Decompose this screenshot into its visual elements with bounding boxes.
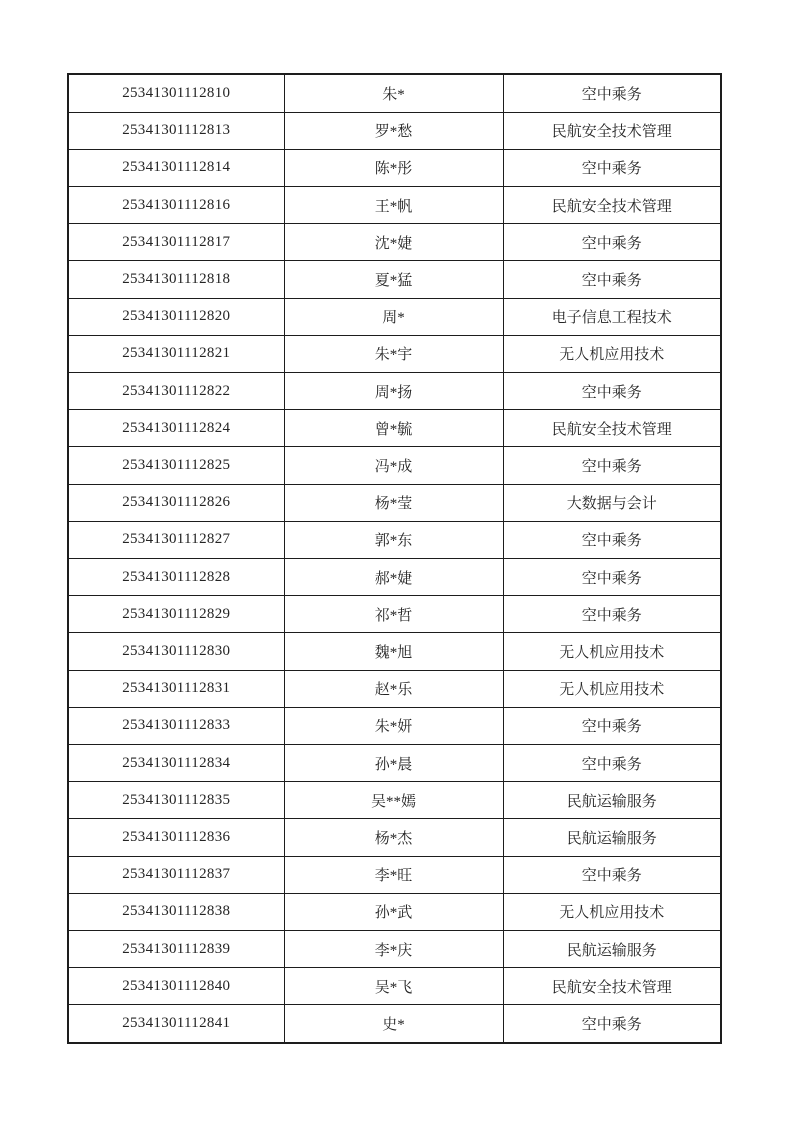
table-row — [68, 596, 721, 633]
exam-number-cell: 25341301112818 — [68, 261, 284, 298]
table-row — [68, 410, 721, 447]
name-cell: 陈*彤 — [284, 149, 503, 186]
name-cell: 周*扬 — [284, 372, 503, 409]
major-cell: 空中乘务 — [503, 261, 721, 298]
major-cell: 空中乘务 — [503, 745, 721, 782]
exam-number-cell: 25341301112817 — [68, 224, 284, 261]
name-cell: 朱*宇 — [284, 335, 503, 372]
name-cell: 杨*莹 — [284, 484, 503, 521]
table-row — [68, 893, 721, 930]
name-cell: 孙*晨 — [284, 745, 503, 782]
major-cell: 民航运输服务 — [503, 819, 721, 856]
name-cell: 郭*东 — [284, 521, 503, 558]
table-row — [68, 112, 721, 149]
name-cell: 吴*飞 — [284, 968, 503, 1005]
exam-number-cell: 25341301112836 — [68, 819, 284, 856]
table-row — [68, 856, 721, 893]
name-cell: 朱* — [284, 74, 503, 112]
name-cell: 李*庆 — [284, 931, 503, 968]
exam-number-cell: 25341301112840 — [68, 968, 284, 1005]
major-cell: 空中乘务 — [503, 224, 721, 261]
major-cell: 空中乘务 — [503, 74, 721, 112]
exam-number-cell: 25341301112841 — [68, 1005, 284, 1043]
table-row — [68, 968, 721, 1005]
name-cell: 李*旺 — [284, 856, 503, 893]
exam-number-cell: 25341301112835 — [68, 782, 284, 819]
exam-number-cell: 25341301112813 — [68, 112, 284, 149]
table-row — [68, 335, 721, 372]
major-cell: 民航运输服务 — [503, 931, 721, 968]
table-row — [68, 372, 721, 409]
major-cell: 空中乘务 — [503, 372, 721, 409]
major-cell: 民航安全技术管理 — [503, 186, 721, 223]
exam-number-cell: 25341301112834 — [68, 745, 284, 782]
table-row — [68, 558, 721, 595]
exam-number-cell: 25341301112810 — [68, 74, 284, 112]
name-cell: 史* — [284, 1005, 503, 1043]
major-cell: 空中乘务 — [503, 1005, 721, 1043]
table-row — [68, 819, 721, 856]
major-cell: 民航运输服务 — [503, 782, 721, 819]
major-cell: 空中乘务 — [503, 447, 721, 484]
table-row — [68, 298, 721, 335]
exam-number-cell: 25341301112838 — [68, 893, 284, 930]
exam-number-cell: 25341301112837 — [68, 856, 284, 893]
exam-number-cell: 25341301112821 — [68, 335, 284, 372]
major-cell: 大数据与会计 — [503, 484, 721, 521]
table-row — [68, 1005, 721, 1043]
table-row — [68, 521, 721, 558]
table-row — [68, 931, 721, 968]
exam-number-cell: 25341301112822 — [68, 372, 284, 409]
table-row — [68, 74, 721, 112]
major-cell: 民航安全技术管理 — [503, 410, 721, 447]
major-cell: 民航安全技术管理 — [503, 968, 721, 1005]
exam-number-cell: 25341301112826 — [68, 484, 284, 521]
major-cell: 空中乘务 — [503, 558, 721, 595]
exam-number-cell: 25341301112831 — [68, 670, 284, 707]
major-cell: 空中乘务 — [503, 707, 721, 744]
exam-number-cell: 25341301112816 — [68, 186, 284, 223]
table-row — [68, 224, 721, 261]
name-cell: 魏*旭 — [284, 633, 503, 670]
candidate-table — [67, 73, 722, 1044]
name-cell: 沈*婕 — [284, 224, 503, 261]
exam-number-cell: 25341301112828 — [68, 558, 284, 595]
major-cell: 无人机应用技术 — [503, 670, 721, 707]
major-cell: 空中乘务 — [503, 856, 721, 893]
table-row — [68, 149, 721, 186]
table-row — [68, 670, 721, 707]
name-cell: 吴**嫣 — [284, 782, 503, 819]
exam-number-cell: 25341301112825 — [68, 447, 284, 484]
table-row — [68, 186, 721, 223]
table-row — [68, 745, 721, 782]
exam-number-cell: 25341301112829 — [68, 596, 284, 633]
major-cell: 无人机应用技术 — [503, 633, 721, 670]
name-cell: 杨*杰 — [284, 819, 503, 856]
name-cell: 孙*武 — [284, 893, 503, 930]
major-cell: 民航安全技术管理 — [503, 112, 721, 149]
name-cell: 王*帆 — [284, 186, 503, 223]
major-cell: 空中乘务 — [503, 596, 721, 633]
major-cell: 电子信息工程技术 — [503, 298, 721, 335]
table-row — [68, 447, 721, 484]
table-row — [68, 261, 721, 298]
name-cell: 周* — [284, 298, 503, 335]
exam-number-cell: 25341301112824 — [68, 410, 284, 447]
table-row — [68, 707, 721, 744]
exam-number-cell: 25341301112830 — [68, 633, 284, 670]
table-row — [68, 633, 721, 670]
exam-number-cell: 25341301112827 — [68, 521, 284, 558]
table-row — [68, 782, 721, 819]
name-cell: 夏*猛 — [284, 261, 503, 298]
name-cell: 郝*婕 — [284, 558, 503, 595]
major-cell: 空中乘务 — [503, 149, 721, 186]
exam-number-cell: 25341301112839 — [68, 931, 284, 968]
name-cell: 祁*哲 — [284, 596, 503, 633]
major-cell: 无人机应用技术 — [503, 893, 721, 930]
candidate-table-body — [68, 74, 721, 1043]
major-cell: 空中乘务 — [503, 521, 721, 558]
name-cell: 赵*乐 — [284, 670, 503, 707]
name-cell: 冯*成 — [284, 447, 503, 484]
exam-number-cell: 25341301112814 — [68, 149, 284, 186]
table-row — [68, 484, 721, 521]
name-cell: 朱*妍 — [284, 707, 503, 744]
name-cell: 罗*愁 — [284, 112, 503, 149]
major-cell: 无人机应用技术 — [503, 335, 721, 372]
exam-number-cell: 25341301112833 — [68, 707, 284, 744]
exam-number-cell: 25341301112820 — [68, 298, 284, 335]
name-cell: 曾*毓 — [284, 410, 503, 447]
